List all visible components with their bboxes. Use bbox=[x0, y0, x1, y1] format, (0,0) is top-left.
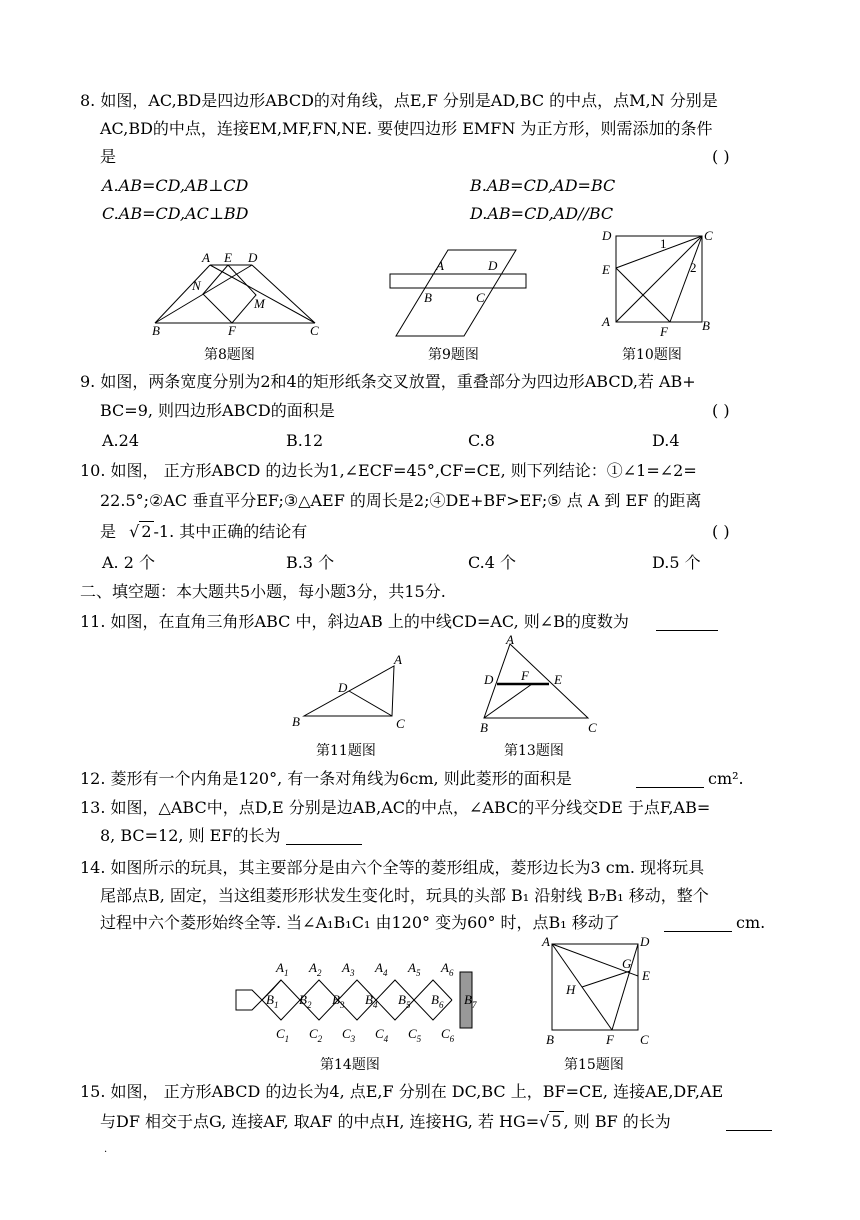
fig14-label-a6: $A_6$ bbox=[441, 960, 454, 978]
fig14-label-c1: $C_1$ bbox=[276, 1026, 290, 1044]
fig14-label-a3: $A_3$ bbox=[342, 960, 355, 978]
section-heading: 二、填空题：本大题共5小题，每小题3分，共15分. bbox=[80, 582, 446, 601]
fig9-label-a: A bbox=[436, 258, 444, 273]
fig14-label-b7: $B_7$ bbox=[464, 992, 477, 1010]
q8-line2: AC,BD的中点，连接EM,MF,FN,NE. 要使四边形 EMFN 为正方形，则需添加的条件 bbox=[100, 119, 713, 138]
q8-line1: 8. 如图，AC,BD是四边形ABCD的对角线，点E,F 分别是AD,BC 的中点，点M,N 分别是 bbox=[80, 91, 718, 110]
fig14-label-a5: $A_5$ bbox=[408, 960, 421, 978]
q12-answer-blank[interactable] bbox=[636, 771, 704, 788]
sqrt-radical-icon: √ 5 bbox=[539, 1112, 562, 1131]
fig11-label-b: B bbox=[292, 714, 300, 729]
q10-line1: 10. 如图， 正方形ABCD 的边长为1,∠ECF=45°,CF=CE, 则下列结论：①∠1=∠2= bbox=[80, 461, 697, 480]
q15-line1: 15. 如图， 正方形ABCD 的边长为4, 点E,F 分别在 DC,BC 上，BF=CE, 连接AE,DF,AE bbox=[80, 1082, 724, 1101]
sqrt-radical-icon: √ 2 bbox=[129, 522, 152, 541]
q8-option-c: C.AB=CD,AC⊥BD bbox=[102, 204, 249, 223]
fig9-label-c: C bbox=[476, 290, 485, 305]
q9-line1: 9. 如图，两条宽度分别为2和4的矩形纸条交叉放置，重叠部分为四边形ABCD,若 AB+ bbox=[80, 372, 696, 391]
fig10-label-f: F bbox=[660, 324, 668, 339]
fig8-label-e: E bbox=[224, 250, 232, 265]
fig14-label-b3: $B_3$ bbox=[332, 992, 345, 1010]
fig14-label-c3: $C_3$ bbox=[342, 1026, 356, 1044]
q14-line1: 14. 如图所示的玩具，其主要部分是由六个全等的菱形组成，菱形边长为3 cm. 现将玩具 bbox=[80, 858, 705, 877]
fig8-label-f: F bbox=[228, 323, 236, 338]
q9-option-c: C.8 bbox=[468, 431, 495, 450]
fig15-caption: 第15题图 bbox=[564, 1057, 624, 1073]
fig14-label-a4: $A_4$ bbox=[375, 960, 388, 978]
q14-line3: 过程中六个菱形始终全等. 当∠A₁B₁C₁ 由120° 变为60° 时，点B₁ 移动了 bbox=[100, 913, 620, 932]
q10-line3-rest: -1. 其中正确的结论有 bbox=[153, 522, 308, 541]
fig14-label-c2: $C_2$ bbox=[309, 1026, 323, 1044]
q10-line3 bbox=[100, 522, 307, 542]
q10-option-a: A. 2 个 bbox=[102, 553, 155, 572]
q13-answer-blank[interactable] bbox=[286, 828, 362, 845]
fig10-label-a: A bbox=[602, 314, 610, 329]
q15-line2-prefix: 与DF 相交于点G, 连接AF, 取AF 的中点H, 连接HG, 若 HG= bbox=[100, 1112, 540, 1131]
q15-line2 bbox=[100, 1112, 671, 1132]
fig10-angle-1: 1 bbox=[660, 236, 667, 251]
fig11-label-a: A bbox=[394, 652, 402, 667]
fig13-caption: 第13题图 bbox=[504, 743, 564, 759]
q11-answer-blank[interactable] bbox=[656, 614, 718, 631]
figure-9 bbox=[388, 244, 530, 340]
figure-13 bbox=[476, 634, 606, 736]
q11-text: 11. 如图，在直角三角形ABC 中，斜边AB 上的中线CD=AC, 则∠B的度数为 bbox=[80, 612, 629, 631]
fig13-label-e: E bbox=[554, 672, 562, 687]
fig15-label-e: E bbox=[642, 968, 650, 983]
q15-answer-blank[interactable] bbox=[726, 1114, 772, 1131]
fig15-label-g: G bbox=[622, 956, 632, 971]
fig13-label-c: C bbox=[588, 720, 597, 735]
fig10-angle-2: 2 bbox=[690, 260, 697, 275]
q10-option-b: B.3 个 bbox=[286, 553, 335, 572]
fig14-label-c6: $C_6$ bbox=[441, 1026, 455, 1044]
fig15-label-c: C bbox=[640, 1032, 649, 1047]
fig8-label-b: B bbox=[152, 323, 160, 338]
fig9-label-b: B bbox=[424, 290, 432, 305]
fig10-label-c: C bbox=[704, 228, 713, 243]
q8-line3: 是 bbox=[100, 147, 117, 166]
q14-answer-blank[interactable] bbox=[664, 915, 732, 932]
fig8-label-a: A bbox=[202, 250, 210, 265]
q10-option-d: D.5 个 bbox=[652, 553, 701, 572]
q8-option-d: D.AB=CD,AD//BC bbox=[470, 204, 614, 223]
fig11-label-c: C bbox=[396, 716, 405, 731]
fig14-label-b2: $B_2$ bbox=[299, 992, 312, 1010]
q10-line2: 22.5°;②AC 垂直平分EF;③△AEF 的周长是2;④DE+BF>EF;⑤ 点 A 到 EF 的距离 bbox=[100, 491, 702, 510]
fig8-label-m: M bbox=[254, 296, 265, 311]
q9-option-a: A.24 bbox=[102, 431, 139, 450]
q10-sqrt-value: 2 bbox=[141, 522, 152, 541]
q15-sqrt-value: 5 bbox=[551, 1112, 562, 1131]
figure-15 bbox=[536, 934, 656, 1048]
fig15-label-d: D bbox=[640, 934, 650, 949]
fig11-label-d: D bbox=[338, 680, 348, 695]
q14-line2: 尾部点B, 固定，当这组菱形形状发生变化时，玩具的头部 B₁ 沿射线 B₇B₁ 移动，整个 bbox=[100, 886, 709, 905]
q12-text: 12. 菱形有一个内角是120°, 有一条对角线为6cm, 则此菱形的面积是 bbox=[80, 769, 572, 788]
fig13-label-a: A bbox=[506, 632, 514, 647]
fig14-caption: 第14题图 bbox=[320, 1057, 380, 1073]
fig10-label-e: E bbox=[602, 262, 610, 277]
q15-tail: . bbox=[104, 1144, 108, 1155]
fig8-label-n: N bbox=[192, 278, 201, 293]
fig13-label-f: F bbox=[521, 668, 529, 683]
fig13-label-b: B bbox=[480, 720, 488, 735]
figure-8 bbox=[140, 248, 340, 336]
q13-line1: 13. 如图，△ABC中，点D,E 分别是边AB,AC的中点，∠ABC的平分线交DE 于点F,AB= bbox=[80, 798, 711, 817]
q9-option-b: B.12 bbox=[286, 431, 324, 450]
fig14-label-b4: $B_4$ bbox=[365, 992, 378, 1010]
q10-option-c: C.4 个 bbox=[468, 553, 517, 572]
fig14-label-b5: $B_5$ bbox=[398, 992, 411, 1010]
fig14-label-b1: $B_1$ bbox=[266, 992, 279, 1010]
fig13-label-d: D bbox=[484, 672, 494, 687]
fig9-caption: 第9题图 bbox=[428, 347, 479, 363]
fig14-label-a1: $A_1$ bbox=[276, 960, 289, 978]
q9-answer-paren: ( ) bbox=[712, 401, 730, 420]
fig15-label-a: A bbox=[542, 934, 550, 949]
q13-line2: 8, BC=12, 则 EF的长为 bbox=[100, 826, 281, 845]
fig8-label-d: D bbox=[248, 250, 258, 265]
fig8-label-c: C bbox=[310, 323, 319, 338]
q14-unit: cm. bbox=[736, 913, 766, 932]
fig9-label-d: D bbox=[488, 258, 498, 273]
fig15-label-f: F bbox=[606, 1032, 614, 1047]
q8-answer-paren: ( ) bbox=[712, 147, 730, 166]
q12-unit: cm². bbox=[708, 769, 744, 788]
q8-option-b: B.AB=CD,AD=BC bbox=[470, 176, 616, 195]
fig14-label-a2: $A_2$ bbox=[309, 960, 322, 978]
q9-option-d: D.4 bbox=[652, 431, 680, 450]
q10-line3-prefix: 是 bbox=[100, 522, 117, 541]
fig8-caption: 第8题图 bbox=[204, 347, 255, 363]
fig10-label-b: B bbox=[702, 318, 710, 333]
fig10-label-d: D bbox=[602, 228, 612, 243]
fig15-label-h: H bbox=[566, 982, 576, 997]
fig11-caption: 第11题图 bbox=[316, 743, 376, 759]
q8-option-a: A.AB=CD,AB⊥CD bbox=[102, 176, 249, 195]
q10-answer-paren: ( ) bbox=[712, 522, 730, 541]
figure-11 bbox=[286, 648, 412, 734]
fig15-label-b: B bbox=[546, 1032, 554, 1047]
q9-line2: BC=9, 则四边形ABCD的面积是 bbox=[100, 401, 335, 420]
q15-line2-rest: , 则 BF 的长为 bbox=[563, 1112, 671, 1131]
fig10-caption: 第10题图 bbox=[622, 347, 682, 363]
fig14-label-c5: $C_5$ bbox=[408, 1026, 422, 1044]
figure-10 bbox=[594, 226, 714, 338]
fig14-label-c4: $C_4$ bbox=[375, 1026, 389, 1044]
fig14-label-b6: $B_6$ bbox=[431, 992, 444, 1010]
figure-14 bbox=[232, 952, 476, 1052]
